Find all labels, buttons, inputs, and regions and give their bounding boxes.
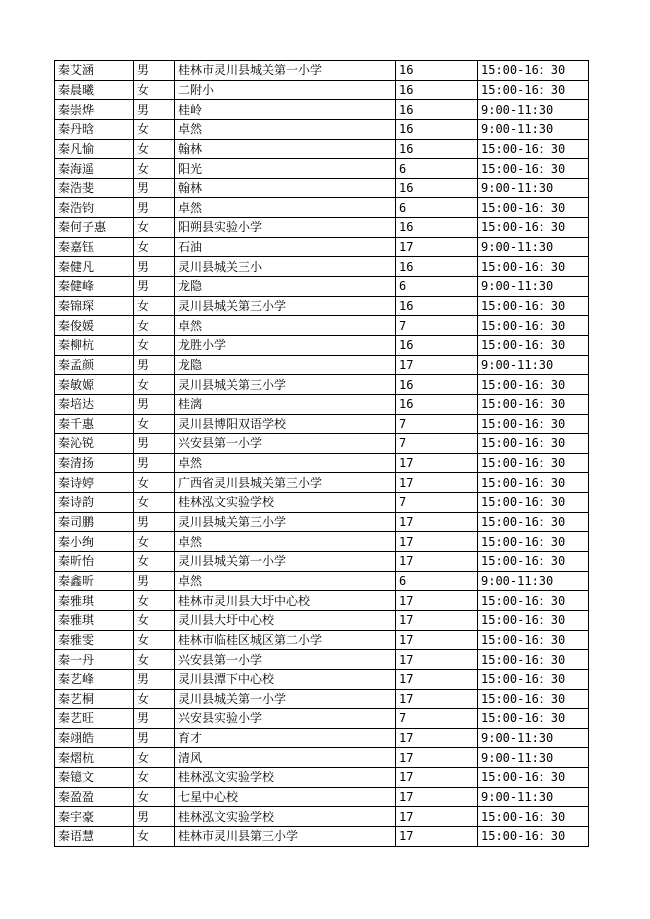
table-row xyxy=(55,119,589,139)
table-row xyxy=(55,826,589,846)
school-cell: 龙胜小学 xyxy=(175,335,396,355)
table-row xyxy=(55,277,589,297)
school-cell: 卓然 xyxy=(175,316,396,336)
gender-cell: 女 xyxy=(134,375,175,395)
time-slot-cell: 9:00-11:30 xyxy=(478,100,589,120)
gender-cell: 女 xyxy=(134,768,175,788)
gender-cell: 女 xyxy=(134,748,175,768)
age-cell: 7 xyxy=(396,434,478,454)
time-slot-cell: 15:00-16：30 xyxy=(478,689,589,709)
gender-cell: 男 xyxy=(134,512,175,532)
gender-cell: 男 xyxy=(134,709,175,729)
time-slot-cell: 15:00-16：30 xyxy=(478,80,589,100)
student-name-cell: 秦浩斐 xyxy=(55,178,134,198)
time-slot-cell: 15:00-16：30 xyxy=(478,61,589,81)
student-name-cell: 秦宇豪 xyxy=(55,807,134,827)
school-cell: 广西省灵川县城关第三小学 xyxy=(175,473,396,493)
school-cell: 灵川县城关第一小学 xyxy=(175,689,396,709)
gender-cell: 男 xyxy=(134,728,175,748)
time-slot-cell: 15:00-16：30 xyxy=(478,434,589,454)
school-cell: 兴安县第一小学 xyxy=(175,434,396,454)
table-row xyxy=(55,394,589,414)
table-row xyxy=(55,296,589,316)
school-cell: 龙隐 xyxy=(175,355,396,375)
age-cell: 16 xyxy=(396,375,478,395)
gender-cell: 女 xyxy=(134,610,175,630)
school-cell: 桂林市灵川县大圩中心校 xyxy=(175,591,396,611)
student-name-cell: 秦凡愉 xyxy=(55,139,134,159)
student-name-cell: 秦千惠 xyxy=(55,414,134,434)
time-slot-cell: 15:00-16：30 xyxy=(478,650,589,670)
age-cell: 17 xyxy=(396,532,478,552)
gender-cell: 男 xyxy=(134,198,175,218)
age-cell: 6 xyxy=(396,159,478,179)
time-slot-cell: 15:00-16：30 xyxy=(478,532,589,552)
student-name-cell: 秦沁锐 xyxy=(55,434,134,454)
school-cell: 灵川县潭下中心校 xyxy=(175,669,396,689)
table-row xyxy=(55,100,589,120)
age-cell: 7 xyxy=(396,709,478,729)
gender-cell: 女 xyxy=(134,493,175,513)
student-name-cell: 秦健凡 xyxy=(55,257,134,277)
table-row xyxy=(55,768,589,788)
table-row xyxy=(55,709,589,729)
table-row xyxy=(55,355,589,375)
table-row xyxy=(55,257,589,277)
student-name-cell: 秦昕怡 xyxy=(55,552,134,572)
table-row xyxy=(55,552,589,572)
gender-cell: 男 xyxy=(134,257,175,277)
time-slot-cell: 9:00-11:30 xyxy=(478,355,589,375)
school-cell: 阳朔县实验小学 xyxy=(175,218,396,238)
age-cell: 17 xyxy=(396,650,478,670)
school-cell: 桂林泓文实验学校 xyxy=(175,493,396,513)
student-name-cell: 秦小绚 xyxy=(55,532,134,552)
gender-cell: 女 xyxy=(134,237,175,257)
table-row xyxy=(55,159,589,179)
table-row xyxy=(55,375,589,395)
age-cell: 16 xyxy=(396,119,478,139)
age-cell: 17 xyxy=(396,669,478,689)
school-cell: 卓然 xyxy=(175,571,396,591)
school-cell: 兴安县第一小学 xyxy=(175,650,396,670)
table-row xyxy=(55,473,589,493)
gender-cell: 男 xyxy=(134,434,175,454)
time-slot-cell: 15:00-16：30 xyxy=(478,826,589,846)
school-cell: 二附小 xyxy=(175,80,396,100)
gender-cell: 女 xyxy=(134,335,175,355)
time-slot-cell: 9:00-11:30 xyxy=(478,787,589,807)
gender-cell: 女 xyxy=(134,630,175,650)
school-cell: 卓然 xyxy=(175,453,396,473)
gender-cell: 男 xyxy=(134,394,175,414)
gender-cell: 女 xyxy=(134,591,175,611)
age-cell: 16 xyxy=(396,296,478,316)
gender-cell: 女 xyxy=(134,414,175,434)
student-name-cell: 秦浩钧 xyxy=(55,198,134,218)
age-cell: 16 xyxy=(396,80,478,100)
age-cell: 17 xyxy=(396,610,478,630)
student-name-cell: 秦嘉钰 xyxy=(55,237,134,257)
school-cell: 七星中心校 xyxy=(175,787,396,807)
time-slot-cell: 15:00-16：30 xyxy=(478,139,589,159)
age-cell: 16 xyxy=(396,61,478,81)
time-slot-cell: 15:00-16：30 xyxy=(478,198,589,218)
age-cell: 17 xyxy=(396,728,478,748)
time-slot-cell: 9:00-11:30 xyxy=(478,119,589,139)
gender-cell: 女 xyxy=(134,80,175,100)
time-slot-cell: 15:00-16：30 xyxy=(478,394,589,414)
age-cell: 17 xyxy=(396,473,478,493)
time-slot-cell: 15:00-16：30 xyxy=(478,512,589,532)
school-cell: 灵川县博阳双语学校 xyxy=(175,414,396,434)
time-slot-cell: 15:00-16：30 xyxy=(478,473,589,493)
age-cell: 17 xyxy=(396,591,478,611)
student-name-cell: 秦健峰 xyxy=(55,277,134,297)
table-row xyxy=(55,807,589,827)
table-row xyxy=(55,571,589,591)
gender-cell: 男 xyxy=(134,100,175,120)
student-name-cell: 秦雅琪 xyxy=(55,591,134,611)
school-cell: 卓然 xyxy=(175,119,396,139)
age-cell: 16 xyxy=(396,139,478,159)
student-name-cell: 秦艾涵 xyxy=(55,61,134,81)
time-slot-cell: 15:00-16：30 xyxy=(478,296,589,316)
age-cell: 17 xyxy=(396,453,478,473)
table-row xyxy=(55,335,589,355)
student-name-cell: 秦海遥 xyxy=(55,159,134,179)
gender-cell: 女 xyxy=(134,552,175,572)
table-row xyxy=(55,669,589,689)
student-name-cell: 秦诗婷 xyxy=(55,473,134,493)
gender-cell: 女 xyxy=(134,826,175,846)
time-slot-cell: 15:00-16：30 xyxy=(478,453,589,473)
gender-cell: 女 xyxy=(134,650,175,670)
student-name-cell: 秦语慧 xyxy=(55,826,134,846)
age-cell: 6 xyxy=(396,571,478,591)
age-cell: 17 xyxy=(396,807,478,827)
time-slot-cell: 15:00-16：30 xyxy=(478,335,589,355)
age-cell: 16 xyxy=(396,335,478,355)
gender-cell: 女 xyxy=(134,159,175,179)
gender-cell: 男 xyxy=(134,355,175,375)
table-row xyxy=(55,80,589,100)
student-name-cell: 秦一丹 xyxy=(55,650,134,670)
gender-cell: 男 xyxy=(134,61,175,81)
table-row xyxy=(55,61,589,81)
gender-cell: 男 xyxy=(134,669,175,689)
school-cell: 灵川县城关第一小学 xyxy=(175,552,396,572)
time-slot-cell: 15:00-16：30 xyxy=(478,493,589,513)
time-slot-cell: 9:00-11:30 xyxy=(478,571,589,591)
age-cell: 16 xyxy=(396,257,478,277)
table-row xyxy=(55,414,589,434)
school-cell: 灵川县城关第三小学 xyxy=(175,375,396,395)
student-name-cell: 秦锦琛 xyxy=(55,296,134,316)
time-slot-cell: 15:00-16：30 xyxy=(478,610,589,630)
student-name-cell: 秦翊皓 xyxy=(55,728,134,748)
school-cell: 灵川县城关第三小学 xyxy=(175,296,396,316)
age-cell: 17 xyxy=(396,826,478,846)
table-row xyxy=(55,512,589,532)
table-row xyxy=(55,630,589,650)
age-cell: 6 xyxy=(396,198,478,218)
age-cell: 16 xyxy=(396,100,478,120)
gender-cell: 男 xyxy=(134,277,175,297)
table-row xyxy=(55,591,589,611)
table-row xyxy=(55,610,589,630)
time-slot-cell: 9:00-11:30 xyxy=(478,748,589,768)
age-cell: 7 xyxy=(396,414,478,434)
age-cell: 17 xyxy=(396,630,478,650)
school-cell: 桂岭 xyxy=(175,100,396,120)
table-row xyxy=(55,237,589,257)
student-name-cell: 秦何子惠 xyxy=(55,218,134,238)
time-slot-cell: 15:00-16：30 xyxy=(478,630,589,650)
table-row xyxy=(55,650,589,670)
school-cell: 翰林 xyxy=(175,139,396,159)
gender-cell: 男 xyxy=(134,571,175,591)
student-name-cell: 秦培达 xyxy=(55,394,134,414)
student-name-cell: 秦艺旺 xyxy=(55,709,134,729)
table-row xyxy=(55,532,589,552)
school-cell: 桂林市灵川县城关第一小学 xyxy=(175,61,396,81)
time-slot-cell: 15:00-16：30 xyxy=(478,218,589,238)
age-cell: 16 xyxy=(396,218,478,238)
student-name-cell: 秦诗韵 xyxy=(55,493,134,513)
school-cell: 灵川县城关第三小学 xyxy=(175,512,396,532)
gender-cell: 女 xyxy=(134,316,175,336)
school-cell: 卓然 xyxy=(175,532,396,552)
school-cell: 桂漓 xyxy=(175,394,396,414)
roster-table-body xyxy=(55,61,589,847)
time-slot-cell: 9:00-11:30 xyxy=(478,178,589,198)
age-cell: 17 xyxy=(396,787,478,807)
age-cell: 17 xyxy=(396,237,478,257)
table-row xyxy=(55,493,589,513)
student-name-cell: 秦司鹏 xyxy=(55,512,134,532)
student-name-cell: 秦崇烨 xyxy=(55,100,134,120)
gender-cell: 女 xyxy=(134,296,175,316)
school-cell: 兴安县实验小学 xyxy=(175,709,396,729)
school-cell: 育才 xyxy=(175,728,396,748)
table-row xyxy=(55,434,589,454)
time-slot-cell: 9:00-11:30 xyxy=(478,237,589,257)
time-slot-cell: 15:00-16：30 xyxy=(478,768,589,788)
school-cell: 翰林 xyxy=(175,178,396,198)
time-slot-cell: 15:00-16：30 xyxy=(478,159,589,179)
age-cell: 17 xyxy=(396,748,478,768)
gender-cell: 女 xyxy=(134,473,175,493)
age-cell: 17 xyxy=(396,689,478,709)
gender-cell: 女 xyxy=(134,532,175,552)
gender-cell: 男 xyxy=(134,453,175,473)
school-cell: 灵川县大圩中心校 xyxy=(175,610,396,630)
table-row xyxy=(55,689,589,709)
time-slot-cell: 15:00-16：30 xyxy=(478,414,589,434)
student-name-cell: 秦丹晗 xyxy=(55,119,134,139)
time-slot-cell: 9:00-11:30 xyxy=(478,277,589,297)
school-cell: 清风 xyxy=(175,748,396,768)
table-row xyxy=(55,178,589,198)
gender-cell: 男 xyxy=(134,807,175,827)
age-cell: 6 xyxy=(396,277,478,297)
time-slot-cell: 15:00-16：30 xyxy=(478,552,589,572)
roster-sheet xyxy=(54,60,589,847)
time-slot-cell: 15:00-16：30 xyxy=(478,316,589,336)
student-name-cell: 秦晨曦 xyxy=(55,80,134,100)
student-name-cell: 秦盈盈 xyxy=(55,787,134,807)
gender-cell: 女 xyxy=(134,119,175,139)
age-cell: 16 xyxy=(396,394,478,414)
student-name-cell: 秦柳杭 xyxy=(55,335,134,355)
student-name-cell: 秦镱文 xyxy=(55,768,134,788)
time-slot-cell: 9:00-11:30 xyxy=(478,728,589,748)
school-cell: 桂林泓文实验学校 xyxy=(175,807,396,827)
gender-cell: 女 xyxy=(134,787,175,807)
age-cell: 7 xyxy=(396,316,478,336)
table-row xyxy=(55,787,589,807)
age-cell: 17 xyxy=(396,768,478,788)
student-name-cell: 秦艺桐 xyxy=(55,689,134,709)
student-name-cell: 秦熠杭 xyxy=(55,748,134,768)
student-name-cell: 秦敏嫄 xyxy=(55,375,134,395)
school-cell: 桂林市灵川县第三小学 xyxy=(175,826,396,846)
gender-cell: 女 xyxy=(134,218,175,238)
student-name-cell: 秦孟颜 xyxy=(55,355,134,375)
school-cell: 桂林市临桂区城区第二小学 xyxy=(175,630,396,650)
gender-cell: 女 xyxy=(134,139,175,159)
school-cell: 桂林泓文实验学校 xyxy=(175,768,396,788)
school-cell: 石油 xyxy=(175,237,396,257)
student-name-cell: 秦艺峰 xyxy=(55,669,134,689)
time-slot-cell: 15:00-16：30 xyxy=(478,709,589,729)
student-name-cell: 秦鑫昕 xyxy=(55,571,134,591)
age-cell: 17 xyxy=(396,512,478,532)
school-cell: 龙隐 xyxy=(175,277,396,297)
school-cell: 阳光 xyxy=(175,159,396,179)
roster-table xyxy=(54,60,589,847)
school-cell: 卓然 xyxy=(175,198,396,218)
gender-cell: 女 xyxy=(134,689,175,709)
student-name-cell: 秦雅琪 xyxy=(55,610,134,630)
age-cell: 16 xyxy=(396,178,478,198)
time-slot-cell: 15:00-16：30 xyxy=(478,375,589,395)
age-cell: 7 xyxy=(396,493,478,513)
time-slot-cell: 15:00-16：30 xyxy=(478,669,589,689)
age-cell: 17 xyxy=(396,552,478,572)
table-row xyxy=(55,453,589,473)
time-slot-cell: 15:00-16：30 xyxy=(478,591,589,611)
school-cell: 灵川县城关三小 xyxy=(175,257,396,277)
table-row xyxy=(55,218,589,238)
age-cell: 17 xyxy=(396,355,478,375)
gender-cell: 男 xyxy=(134,178,175,198)
table-row xyxy=(55,198,589,218)
time-slot-cell: 15:00-16：30 xyxy=(478,807,589,827)
table-row xyxy=(55,728,589,748)
student-name-cell: 秦清扬 xyxy=(55,453,134,473)
time-slot-cell: 15:00-16：30 xyxy=(478,257,589,277)
student-name-cell: 秦雅雯 xyxy=(55,630,134,650)
table-row xyxy=(55,139,589,159)
table-row xyxy=(55,748,589,768)
student-name-cell: 秦俊媛 xyxy=(55,316,134,336)
table-row xyxy=(55,316,589,336)
